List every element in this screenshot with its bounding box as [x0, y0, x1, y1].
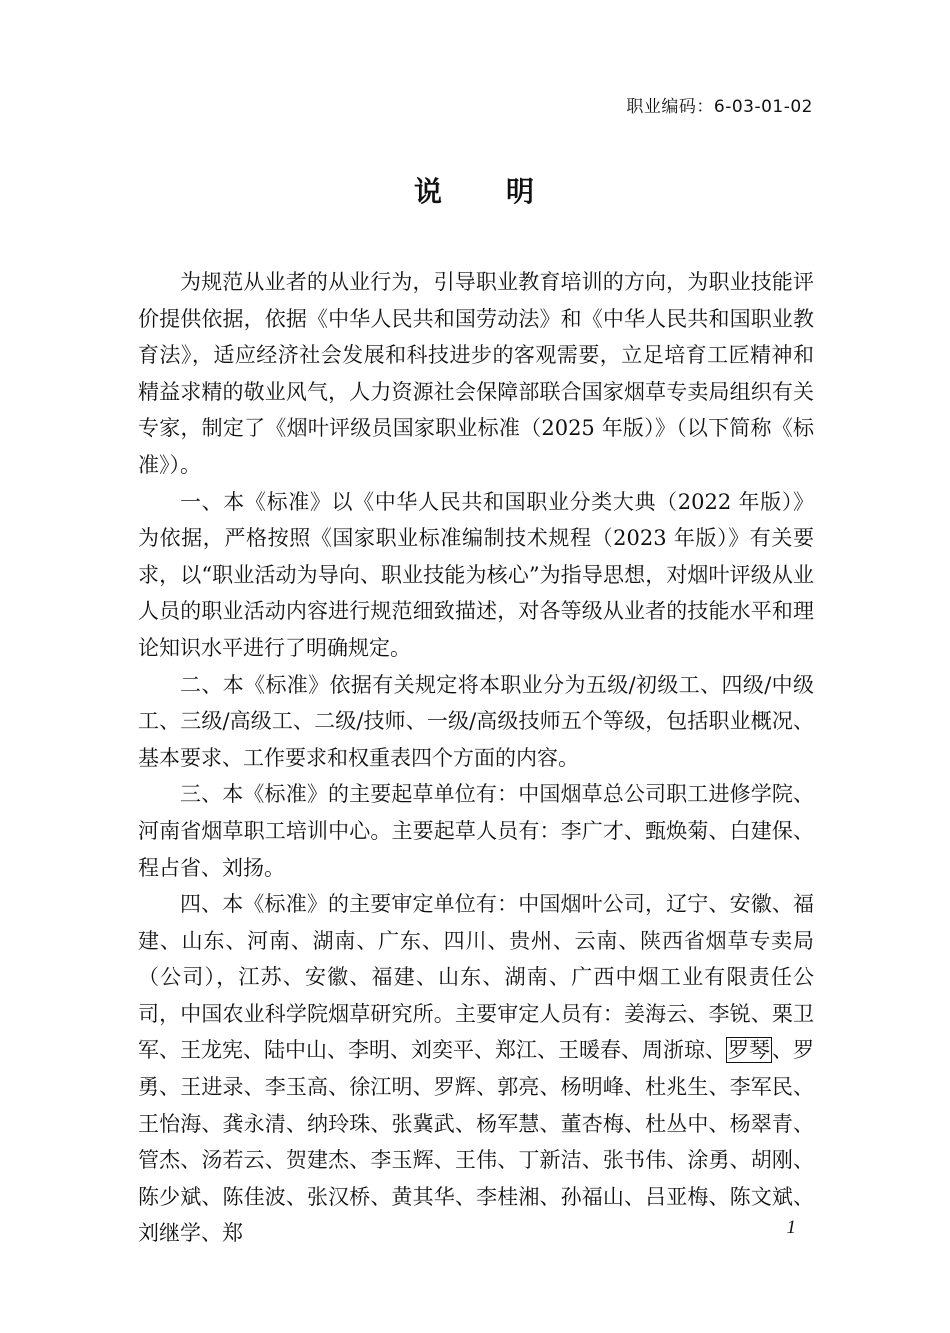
- paragraph-2: 二、本《标准》依据有关规定将本职业分为五级/初级工、四级/中级工、三级/高级工、二级/技师、一级/高级技师五个等级，包括职业概况、基本要求、工作要求和权重表四个方面的内容。: [138, 672, 814, 770]
- page-title-char-2: 明: [506, 175, 537, 208]
- paragraph-3: 三、本《标准》的主要起草单位有：中国烟草总公司职工进修学院、河南省烟草职工培训中心。主要起草人员有：李广才、甄焕菊、白建保、程占省、刘扬。: [138, 782, 814, 880]
- paragraph-4-part-2: 、罗勇、王进录、李玉高、徐江明、罗辉、郭亮、杨明峰、杜兆生、李军民、王怡海、龚永清、纳玲珠、张冀武、杨军慧、董杏梅、杜丛中、杨翠青、管杰、汤若云、贺建杰、李玉辉、王伟、丁新洁、张书伟、涂勇、胡刚、陈少斌、陈佳波、张汉桥、黄其华、李桂湘、孙福山、吕亚梅、陈文斌、刘继学、郑: [138, 1038, 814, 1246]
- boxed-name: 罗琴: [728, 1038, 770, 1063]
- body-text: [138, 264, 814, 1252]
- page-title-char-1: 说: [413, 175, 444, 208]
- paragraph-4: [138, 886, 814, 1252]
- page-number: 1: [786, 1217, 796, 1238]
- page-title: [0, 170, 950, 210]
- paragraph-1: 一、本《标准》以《中华人民共和国职业分类大典（2022 年版）》为依据，严格按照《国家职业标准编制技术规程（2023 年版）》有关要求，以“职业活动为导向、职业技能为核心”为指导思想，对烟叶评级从业人员的职业活动内容进行规范细致描述，对各等级从业者的技能水平和理论知识水平进行了明确规定。: [138, 489, 814, 660]
- occupation-code: 职业编码：6-03-01-02: [626, 97, 813, 117]
- paragraph-4-part-1: 四、本《标准》的主要审定单位有：中国烟叶公司，辽宁、安徽、福建、山东、河南、湖南、广东、四川、贵州、云南、陕西省烟草专卖局（公司），江苏、安徽、福建、山东、湖南、广西中烟工业有限责任公司，中国农业科学院烟草研究所。主要审定人员有：姜海云、李锐、栗卫军、王龙宪、陆中山、李明、刘奕平、郑江、王暖春、周浙琼、: [138, 892, 814, 1063]
- paragraph-intro: 为规范从业者的从业行为，引导职业教育培训的方向，为职业技能评价提供依据，依据《中华人民共和国劳动法》和《中华人民共和国职业教育法》，适应经济社会发展和科技进步的客观需要，立足培育工匠精神和精益求精的敬业风气，人力资源社会保障部联合国家烟草专卖局组织有关专家，制定了《烟叶评级员国家职业标准（2025 年版）》（以下简称《标准》）。: [138, 270, 814, 477]
